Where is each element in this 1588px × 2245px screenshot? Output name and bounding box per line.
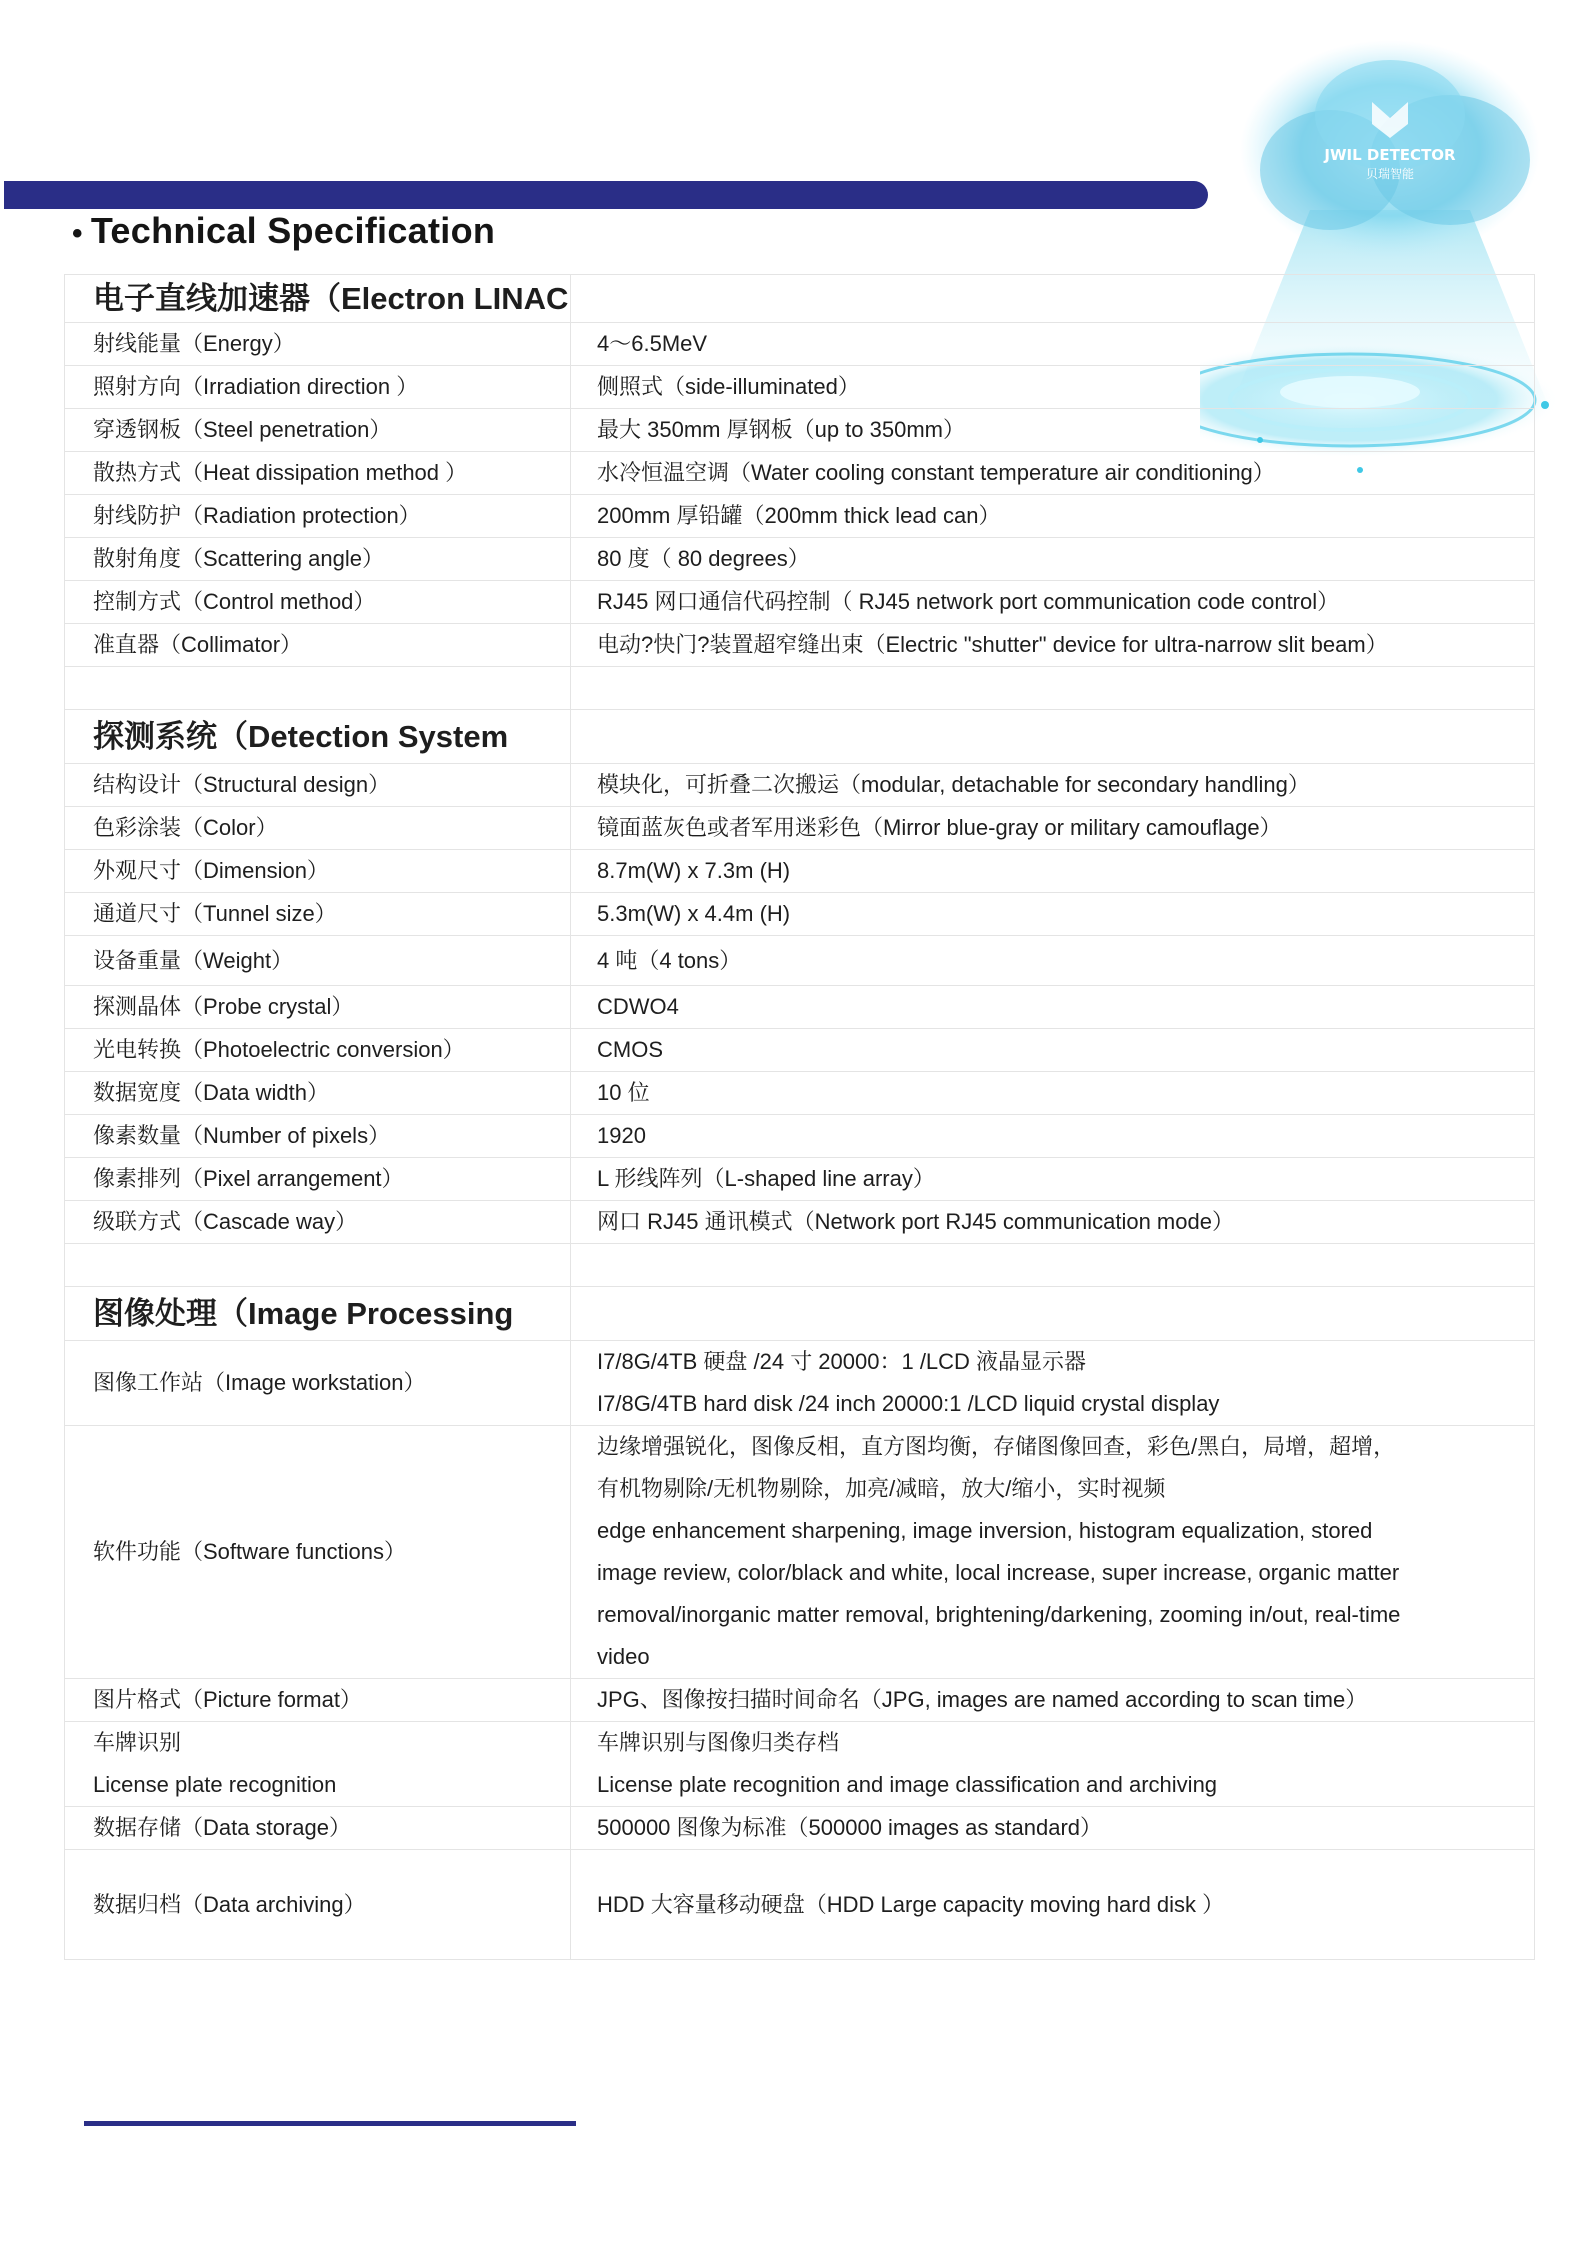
section-heading: 电子直线加速器（Electron LINAC xyxy=(65,275,571,323)
row-label: 散热方式（Heat dissipation method ） xyxy=(65,452,571,495)
spacer-row xyxy=(65,667,1535,710)
row-value xyxy=(571,1341,1535,1426)
logo-brand-cn: 贝瑞智能 xyxy=(1365,167,1415,181)
row-label: 色彩涂装（Color） xyxy=(65,807,571,850)
page-title xyxy=(72,210,495,252)
section-header-image-processing xyxy=(65,1287,1535,1341)
section-heading: 图像处理（Image Processing xyxy=(65,1287,571,1341)
section-header-linac xyxy=(65,275,1535,323)
table-row xyxy=(65,1679,1535,1722)
table-row xyxy=(65,986,1535,1029)
row-label: 外观尺寸（Dimension） xyxy=(65,850,571,893)
row-value: 网口 RJ45 通讯模式（Network port RJ45 communication mode） xyxy=(571,1201,1535,1244)
row-value: RJ45 网口通信代码控制（ RJ45 network port communication code control） xyxy=(571,581,1535,624)
table-row xyxy=(65,893,1535,936)
row-value: 4～6.5MeV xyxy=(571,323,1535,366)
table-row xyxy=(65,1341,1535,1426)
table-row xyxy=(65,1850,1535,1960)
row-label: 通道尺寸（Tunnel size） xyxy=(65,893,571,936)
row-value: 200mm 厚铅罐（200mm thick lead can） xyxy=(571,495,1535,538)
value-line: 有机物剔除/无机物剔除，加亮/减暗，放大/缩小，实时视频 xyxy=(597,1476,1166,1501)
table-row xyxy=(65,452,1535,495)
table-row xyxy=(65,936,1535,986)
table-row xyxy=(65,495,1535,538)
section-heading: 探测系统（Detection System xyxy=(65,710,571,764)
row-value: 5.3m(W) x 4.4m (H) xyxy=(571,893,1535,936)
spacer-row xyxy=(65,1244,1535,1287)
row-label: 探测晶体（Probe crystal） xyxy=(65,986,571,1029)
logo-brand-text: JWIL DETECTOR xyxy=(1324,146,1456,164)
value-line: 车牌识别与图像归类存档 xyxy=(597,1730,840,1755)
row-label: 照射方向（Irradiation direction ） xyxy=(65,366,571,409)
row-value: CDWO4 xyxy=(571,986,1535,1029)
row-label: 结构设计（Structural design） xyxy=(65,764,571,807)
row-value: 500000 图像为标准（500000 images as standard） xyxy=(571,1807,1535,1850)
table-row xyxy=(65,807,1535,850)
table-row xyxy=(65,366,1535,409)
row-value: 80 度（ 80 degrees） xyxy=(571,538,1535,581)
value-line: 边缘增强锐化，图像反相，直方图均衡，存储图像回查，彩色/黑白，局增，超增， xyxy=(597,1434,1396,1459)
row-label: 准直器（Collimator） xyxy=(65,624,571,667)
value-line: I7/8G/4TB hard disk /24 inch 20000:1 /LCD liquid crystal display xyxy=(597,1391,1220,1416)
row-value: JPG、图像按扫描时间命名（JPG, images are named according to scan time） xyxy=(571,1679,1535,1722)
row-value: CMOS xyxy=(571,1029,1535,1072)
value-line: I7/8G/4TB 硬盘 /24 寸 20000：1 /LCD 液晶显示器 xyxy=(597,1349,1087,1374)
row-label: 图像工作站（Image workstation） xyxy=(65,1341,571,1426)
row-value xyxy=(571,1426,1535,1679)
table-row xyxy=(65,1426,1535,1679)
row-label: 级联方式（Cascade way） xyxy=(65,1201,571,1244)
row-label: 散射角度（Scattering angle） xyxy=(65,538,571,581)
row-label xyxy=(65,1722,571,1807)
row-value: L 形线阵列（L-shaped line array） xyxy=(571,1158,1535,1201)
table-row xyxy=(65,1115,1535,1158)
value-line: image review, color/black and white, local increase, super increase, organic matter xyxy=(597,1560,1400,1585)
value-line: License plate recognition and image classification and archiving xyxy=(597,1772,1218,1797)
spec-table xyxy=(64,274,1535,1960)
row-value: 水冷恒温空调（Water cooling constant temperature air conditioning） xyxy=(571,452,1535,495)
section-header-detection xyxy=(65,710,1535,764)
table-row xyxy=(65,1722,1535,1807)
table-row xyxy=(65,323,1535,366)
row-label: 设备重量（Weight） xyxy=(65,936,571,986)
row-label: 图片格式（Picture format） xyxy=(65,1679,571,1722)
title-text: Technical Specification xyxy=(90,210,496,251)
row-label: 软件功能（Software functions） xyxy=(65,1426,571,1679)
label-line: License plate recognition xyxy=(93,1772,337,1797)
table-row xyxy=(65,1072,1535,1115)
row-value: 10 位 xyxy=(571,1072,1535,1115)
title-bullet: • xyxy=(72,217,83,250)
row-value xyxy=(571,1722,1535,1807)
table-row xyxy=(65,1029,1535,1072)
row-value: HDD 大容量移动硬盘（HDD Large capacity moving hard disk ） xyxy=(571,1850,1535,1960)
row-value: 1920 xyxy=(571,1115,1535,1158)
row-label: 像素数量（Number of pixels） xyxy=(65,1115,571,1158)
table-row xyxy=(65,764,1535,807)
table-row xyxy=(65,581,1535,624)
footer-rule xyxy=(84,2121,576,2126)
label-line: 车牌识别 xyxy=(93,1730,182,1755)
value-line: video xyxy=(597,1644,650,1669)
table-row xyxy=(65,409,1535,452)
table-row xyxy=(65,1807,1535,1850)
table-row xyxy=(65,850,1535,893)
row-label: 数据存储（Data storage） xyxy=(65,1807,571,1850)
row-label: 射线防护（Radiation protection） xyxy=(65,495,571,538)
header-bar xyxy=(4,181,1208,209)
table-row xyxy=(65,1201,1535,1244)
row-label: 控制方式（Control method） xyxy=(65,581,571,624)
table-row xyxy=(65,538,1535,581)
row-label: 射线能量（Energy） xyxy=(65,323,571,366)
row-value: 4 吨（4 tons） xyxy=(571,936,1535,986)
row-value: 最大 350mm 厚钢板（up to 350mm） xyxy=(571,409,1535,452)
row-value: 8.7m(W) x 7.3m (H) xyxy=(571,850,1535,893)
value-line: removal/inorganic matter removal, brightening/darkening, zooming in/out, real-time xyxy=(597,1602,1401,1627)
row-label: 像素排列（Pixel arrangement） xyxy=(65,1158,571,1201)
row-value: 电动?快门?装置超窄缝出束（Electric "shutter" device for ultra-narrow slit beam） xyxy=(571,624,1535,667)
row-value: 侧照式（side-illuminated） xyxy=(571,366,1535,409)
value-line: edge enhancement sharpening, image inversion, histogram equalization, stored xyxy=(597,1518,1373,1543)
row-label: 数据归档（Data archiving） xyxy=(65,1850,571,1960)
table-row xyxy=(65,624,1535,667)
row-label: 光电转换（Photoelectric conversion） xyxy=(65,1029,571,1072)
row-value: 镜面蓝灰色或者军用迷彩色（Mirror blue-gray or military camouflage） xyxy=(571,807,1535,850)
row-value: 模块化，可折叠二次搬运（modular, detachable for secondary handling） xyxy=(571,764,1535,807)
row-label: 穿透钢板（Steel penetration） xyxy=(65,409,571,452)
table-row xyxy=(65,1158,1535,1201)
row-label: 数据宽度（Data width） xyxy=(65,1072,571,1115)
